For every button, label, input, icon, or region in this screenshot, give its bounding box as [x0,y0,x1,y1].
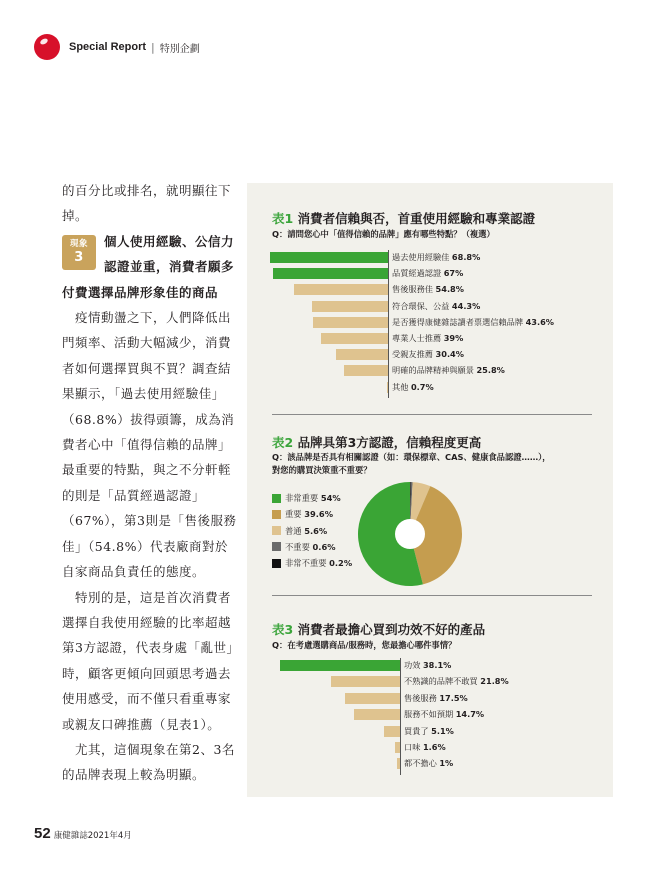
section-divider [272,414,592,415]
legend-swatch [272,526,281,535]
bar-value: 17.5% [439,692,468,703]
bar-label [404,758,453,769]
legend-label [285,557,352,569]
bar-label [392,252,480,263]
legend-swatch [272,542,281,551]
bar-label [392,382,434,393]
legend-label-text: 非常重要 [285,493,321,503]
legend-value: 5.6% [304,525,328,536]
table3-title [272,620,485,638]
legend-label-text: 普通 [285,525,305,536]
bar-label-text: 買貴了 [404,725,432,736]
table2-question-line1: Q：該品牌是否具有相關認證（如：環保標章、CAS、健康食品認證……）， [272,452,551,462]
bar-label-text: 口味 [404,742,423,752]
phenomenon-badge [62,235,96,270]
chart-bar [354,709,400,720]
table2-title-text: 品牌具第3方認證，信賴程度更高 [297,435,482,450]
article-paragraph: 疫情動盪之下，人們降低出門頻率、活動大幅減少，消費者如何選擇買與不買？調查結果顯示，「過去使用經驗佳」（68.8%）拔得頭籌，成為消費者心中「值得信賴的品牌」最重要的特點，與之不分軒輊的則是「品質經過認證」（67%），第3則是「售後服務佳」（54.8%）代表廠商對於自家商品負責任的態度。 [62,310,237,580]
table1-title [272,209,535,227]
chart-bar [395,742,400,753]
chart-bar [397,758,400,769]
article-paragraph: 特別的是，這是首次消費者選擇自我使用經驗的比率超越第3方認證，代表身處「亂世」時，顧客更傾向回頭思考過去使用感受，而不僅只看重專家或親友口碑推薦（見表1）。 [62,589,240,732]
chart-bar [344,365,388,376]
bar-label-text: 售後服務佳 [392,284,436,295]
legend-swatch [272,494,281,503]
legend-item [272,558,352,568]
brand-logo-icon [34,34,60,60]
bar-label-text: 功效 [404,660,423,670]
bar-value: 1.6% [422,742,446,752]
table3-number: 表3 [272,622,294,637]
legend-item [272,526,327,536]
phenomenon-tag: 現象 [69,239,88,250]
legend-label [285,541,336,553]
bar-value: 39% [443,333,464,343]
bar-label [404,726,454,737]
table3-question: Q：在考慮選購商品/服務時，您最擔心哪件事情？ [272,640,457,650]
table1-question: Q：請問您心中「值得信賴的品牌」應有哪些特點？（複選） [272,229,495,239]
magazine-issue: 康健雜誌2021年4月 [53,831,132,841]
bar-value: 21.8% [480,676,509,687]
bar-label [404,693,468,704]
bar-label [404,676,509,687]
legend-value: 54% [320,493,341,503]
bar-value: 25.8% [476,365,505,376]
chart-bar [273,268,388,279]
chart-bar [312,301,388,312]
bar-label [392,349,464,360]
legend-item [272,493,341,503]
bar-label-text: 專業人士推薦 [392,333,444,343]
chart-axis [400,658,401,775]
bar-value: 67% [443,268,464,279]
bar-value: 5.1% [431,725,454,736]
chart-bar [336,349,388,360]
bar-label [404,742,446,753]
legend-label-text: 不重要 [285,541,313,552]
chart-bar [384,726,400,737]
bar-label-text: 過去使用經驗佳 [392,252,452,262]
bar-value: 44.3% [451,300,481,311]
legend-item [272,509,333,519]
bar-label [404,660,451,671]
article-paragraph: 的百分比或排名，就明顯往下掉。 [62,183,232,224]
table1-number: 表1 [272,211,294,226]
page-footer [34,825,132,842]
pie-center-hole [395,519,425,549]
bar-label [404,709,484,720]
bar-label [392,317,554,328]
table2-question-line2: 對您的購買決策重不重要？ [272,465,372,475]
bar-label-text: 其他 [392,381,411,392]
legend-swatch [272,559,281,568]
legend-item [272,542,336,552]
table2-pie-chart [355,479,465,589]
table2-title [272,433,481,451]
legend-swatch [272,510,281,519]
bar-label-text: 明確的品牌精神與願景 [392,365,477,376]
chart-bar [331,676,400,687]
chart-bar [270,252,388,263]
bar-label [392,268,463,279]
legend-label [285,525,327,537]
chart-bar [313,317,388,328]
bar-label-text: 售後服務 [404,692,440,703]
legend-label-text: 非常不重要 [285,558,330,569]
phenomenon-block [62,229,240,305]
phenomenon-number: 3 [74,250,84,266]
header-separator: | [151,40,155,54]
chart-axis [388,250,389,398]
bar-label [392,365,505,376]
bar-label-text: 符合環保、公益 [392,300,452,311]
bar-label-text: 不熟識的品牌不敢買 [404,676,481,687]
bar-value: 14.7% [455,709,485,720]
bar-label [392,301,480,312]
bar-label-text: 都不擔心 [404,758,440,769]
bar-label-text: 服務不如預期 [404,709,456,720]
bar-value: 54.8% [435,284,464,295]
bar-value: 68.8% [451,252,481,262]
bar-label-text: 是否獲得康健雜誌讀者票選信賴品牌 [392,316,526,327]
article-paragraph: 尤其，這個現象在第2、3名的品牌表現上較為明顯。 [62,741,235,783]
bar-label [392,333,463,344]
legend-label-text: 重要 [285,509,305,520]
chart-bar [387,382,388,393]
page-number: 52 [34,825,51,842]
article-column [62,178,240,788]
bar-label-text: 品質經過認證 [392,268,444,279]
phenomenon-heading: 個人使用經驗、公信力認證並重，消費者願多付費選擇品牌形象佳的商品 [62,233,235,300]
section-label-en: Special Report [69,41,147,53]
bar-value: 38.1% [422,660,452,670]
bar-value: 0.7% [410,381,434,392]
survey-panel [247,183,613,797]
chart-bar [280,660,400,671]
chart-bar [294,284,388,295]
legend-value: 39.6% [304,509,334,520]
legend-label [285,492,341,504]
legend-value: 0.6% [312,541,336,552]
legend-value: 0.2% [329,558,353,569]
section-divider [272,595,592,596]
table2-number: 表2 [272,435,294,450]
chart-bar [321,333,388,344]
section-label-zh: 特別企劃 [159,43,200,55]
bar-value: 1% [439,758,454,769]
bar-label-text: 受親友推薦 [392,349,436,360]
chart-bar [345,693,400,704]
legend-label [285,508,333,520]
bar-value: 43.6% [525,316,555,327]
page-header [34,33,200,61]
table3-title-text: 消費者最擔心買到功效不好的產品 [297,622,486,637]
bar-label [392,284,464,295]
table1-title-text: 消費者信賴與否，首重使用經驗和專業認證 [297,211,536,226]
bar-value: 30.4% [435,349,464,360]
